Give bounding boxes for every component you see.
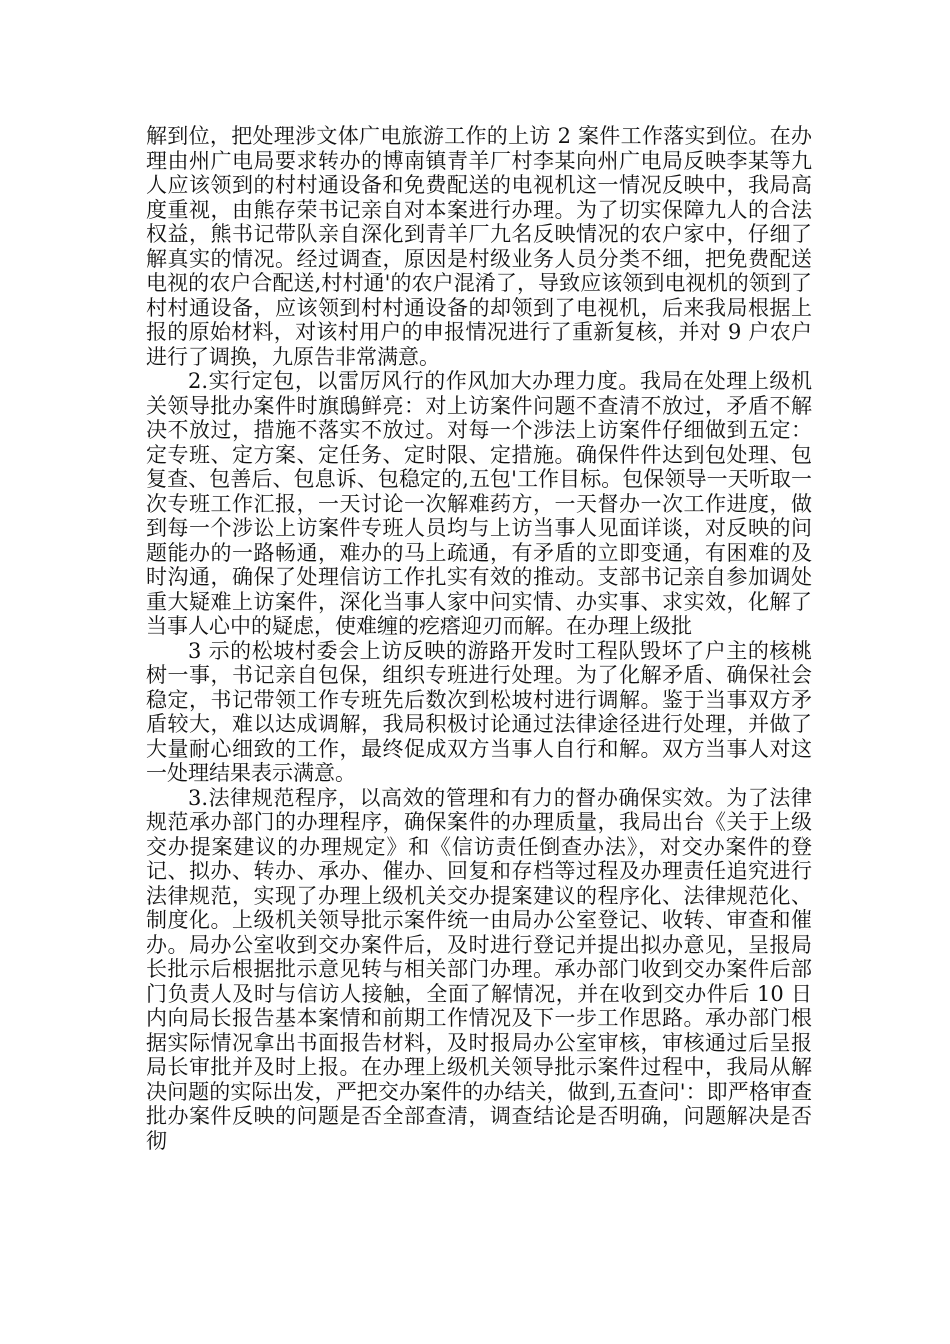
paragraph-4: 3.法律规范程序，以高效的管理和有力的督办确保实效。为了法律规范承办部门的办理程序，确保案件的办理质量，我局出台《关于上级交办提案建议的办理规定》和《信访责任倒查办法》，对交办案件的登记、拟办、转办、承办、催办、回复和存档等过程及办理责任追究进行法律规范，实现了办理上级机关交办提案建议的程序化、法律规范化、制度化。上级机关领导批示案件统一由局办公室登记、收转、审查和催办。局办公室收到交办案件后，及时进行登记并提出拟办意见，呈报局长批示后根据批示意见转与相关部门办理。承办部门收到交办案件后部门负责人及时与信访人接触，全面了解情况，并在收到交办件后 10 日内向局长报告基本案情和前期工作情况及下一步工作思路。承办部门根据实际情况拿出书面报告材料，及时报局办公室审核，审核通过后呈报局长审批并及时上报。在办理上级机关领导批示案件过程中，我局从解决问题的实际出发，严把交办案件的办结关，做到,五查问'：即严格审查批办案件反映的问题是否全部查清，调查结论是否明确，问题解决是否彻	[146, 785, 812, 1153]
document-body	[146, 124, 812, 1153]
paragraph-3: 3 示的松坡村委会上访反映的游路开发时工程队毁坏了户主的核桃树一事，书记亲自包保，组织专班进行处理。为了化解矛盾、确保社会稳定，书记带领工作专班先后数次到松坡村进行调解。鉴于当事双方矛盾较大，难以达成调解，我局积极讨论通过法律途径进行处理，并做了大量耐心细致的工作，最终促成双方当事人自行和解。双方当事人对这一处理结果表示满意。	[146, 638, 812, 785]
paragraph-1: 解到位，把处理涉文体广电旅游工作的上访 2 案件工作落实到位。在办理由州广电局要求转办的博南镇青羊厂村李某向州广电局反映李某等九人应该领到的村村通设备和免费配送的电视机这一情况反映中，我局高度重视，由熊存荣书记亲自对本案进行办理。为了切实保障九人的合法权益，熊书记带队亲自深化到青羊厂九名反映情况的农户家中，仔细了解真实的情况。经过调查，原因是村级业务人员分类不细，把免费配送电视的农户合配送,村村通'的农户混淆了，导致应该领到电视机的领到了村村通设备，应该领到村村通设备的却领到了电视机，后来我局根据上报的原始材料，对该村用户的申报情况进行了重新复核，并对 9 户农户进行了调换，九原告非常满意。	[146, 124, 812, 369]
paragraph-2: 2.实行定包，以雷厉风行的作风加大办理力度。我局在处理上级机关领导批办案件时旗䲭鲜亮：对上访案件问题不查清不放过，矛盾不解决不放过，措施不落实不放过。对每一个涉法上访案件仔细做到五定：定专班、定方案、定任务、定时限、定措施。确保件件达到包处理、包复查、包善后、包息诉、包稳定的,五包'工作目标。包保领导一天听取一次专班工作汇报，一天讨论一次解难药方，一天督办一次工作进度，做到每一个涉讼上访案件专班人员均与上访当事人见面详谈，对反映的问题能办的一路畅通，难办的马上疏通，有矛盾的立即变通，有困难的及时沟通，确保了处理信访工作扎实有效的推动。支部书记亲自参加调处重大疑难上访案件，深化当事人家中问实情、办实事、求实效，化解了当事人心中的疑虑，使难缠的疙瘩迎刃而解。在办理上级批	[146, 369, 812, 638]
